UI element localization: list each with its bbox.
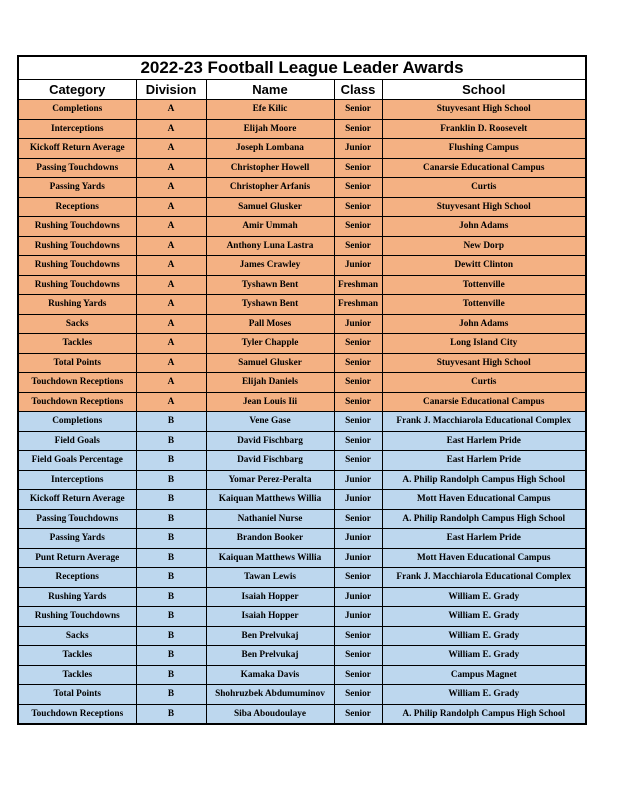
- category-cell: Total Points: [19, 685, 136, 705]
- class-cell: Junior: [334, 529, 382, 549]
- table-row: [19, 548, 585, 568]
- class-cell: Junior: [334, 139, 382, 159]
- school-cell: John Adams: [382, 217, 585, 237]
- category-cell: Rushing Touchdowns: [19, 256, 136, 276]
- category-cell: Touchdown Receptions: [19, 392, 136, 412]
- category-cell: Touchdown Receptions: [19, 704, 136, 723]
- school-cell: A. Philip Randolph Campus High School: [382, 509, 585, 529]
- school-cell: William E. Grady: [382, 685, 585, 705]
- table-row: [19, 607, 585, 627]
- class-cell: Junior: [334, 470, 382, 490]
- name-cell: Samuel Glusker: [206, 353, 334, 373]
- division-cell: B: [136, 548, 206, 568]
- name-cell: David Fischbarg: [206, 431, 334, 451]
- name-cell: Pall Moses: [206, 314, 334, 334]
- name-cell: James Crawley: [206, 256, 334, 276]
- name-cell: Tawan Lewis: [206, 568, 334, 588]
- class-cell: Junior: [334, 490, 382, 510]
- division-cell: A: [136, 100, 206, 120]
- table-row: [19, 509, 585, 529]
- school-cell: Flushing Campus: [382, 139, 585, 159]
- name-cell: Isaiah Hopper: [206, 607, 334, 627]
- table-row: [19, 685, 585, 705]
- school-cell: Mott Haven Educational Campus: [382, 490, 585, 510]
- category-cell: Passing Touchdowns: [19, 509, 136, 529]
- table-row: [19, 139, 585, 159]
- category-cell: Rushing Yards: [19, 295, 136, 315]
- school-cell: East Harlem Pride: [382, 431, 585, 451]
- name-cell: Yomar Perez-Peralta: [206, 470, 334, 490]
- name-cell: Anthony Luna Lastra: [206, 236, 334, 256]
- school-cell: Frank J. Macchiarola Educational Complex: [382, 568, 585, 588]
- table-row: [19, 412, 585, 432]
- class-cell: Junior: [334, 548, 382, 568]
- awards-table: [19, 80, 585, 723]
- class-cell: Senior: [334, 568, 382, 588]
- school-cell: Stuyvesant High School: [382, 197, 585, 217]
- division-cell: A: [136, 158, 206, 178]
- division-cell: B: [136, 607, 206, 627]
- header-school: School: [382, 80, 585, 100]
- school-cell: Franklin D. Roosevelt: [382, 119, 585, 139]
- class-cell: Senior: [334, 334, 382, 354]
- class-cell: Senior: [334, 236, 382, 256]
- school-cell: East Harlem Pride: [382, 451, 585, 471]
- division-cell: B: [136, 568, 206, 588]
- class-cell: Junior: [334, 314, 382, 334]
- category-cell: Completions: [19, 412, 136, 432]
- division-cell: B: [136, 529, 206, 549]
- division-cell: A: [136, 256, 206, 276]
- school-cell: Stuyvesant High School: [382, 100, 585, 120]
- class-cell: Senior: [334, 178, 382, 198]
- division-cell: A: [136, 392, 206, 412]
- name-cell: Amir Ummah: [206, 217, 334, 237]
- school-cell: Campus Magnet: [382, 665, 585, 685]
- school-cell: William E. Grady: [382, 587, 585, 607]
- category-cell: Field Goals: [19, 431, 136, 451]
- division-cell: A: [136, 275, 206, 295]
- table-row: [19, 665, 585, 685]
- name-cell: Elijah Daniels: [206, 373, 334, 393]
- table-row: [19, 236, 585, 256]
- class-cell: Senior: [334, 626, 382, 646]
- class-cell: Junior: [334, 587, 382, 607]
- name-cell: Christopher Arfanis: [206, 178, 334, 198]
- category-cell: Passing Yards: [19, 529, 136, 549]
- name-cell: Christopher Howell: [206, 158, 334, 178]
- table-row: [19, 158, 585, 178]
- division-cell: A: [136, 295, 206, 315]
- division-cell: B: [136, 412, 206, 432]
- class-cell: Senior: [334, 509, 382, 529]
- school-cell: New Dorp: [382, 236, 585, 256]
- table-row: [19, 470, 585, 490]
- division-cell: A: [136, 236, 206, 256]
- table-row: [19, 490, 585, 510]
- class-cell: Senior: [334, 217, 382, 237]
- class-cell: Senior: [334, 197, 382, 217]
- name-cell: Elijah Moore: [206, 119, 334, 139]
- name-cell: Siba Aboudoulaye: [206, 704, 334, 723]
- division-cell: A: [136, 334, 206, 354]
- category-cell: Sacks: [19, 626, 136, 646]
- school-cell: A. Philip Randolph Campus High School: [382, 704, 585, 723]
- school-cell: William E. Grady: [382, 646, 585, 666]
- header-name: Name: [206, 80, 334, 100]
- division-cell: A: [136, 373, 206, 393]
- division-cell: B: [136, 587, 206, 607]
- awards-sheet: [17, 55, 587, 725]
- name-cell: Kamaka Davis: [206, 665, 334, 685]
- class-cell: Senior: [334, 412, 382, 432]
- name-cell: Vene Gase: [206, 412, 334, 432]
- division-cell: B: [136, 646, 206, 666]
- category-cell: Interceptions: [19, 119, 136, 139]
- table-row: [19, 646, 585, 666]
- table-row: [19, 295, 585, 315]
- class-cell: Senior: [334, 353, 382, 373]
- category-cell: Rushing Yards: [19, 587, 136, 607]
- category-cell: Sacks: [19, 314, 136, 334]
- table-body: [19, 100, 585, 724]
- school-cell: John Adams: [382, 314, 585, 334]
- division-cell: B: [136, 490, 206, 510]
- name-cell: Nathaniel Nurse: [206, 509, 334, 529]
- class-cell: Senior: [334, 158, 382, 178]
- name-cell: Jean Louis Iii: [206, 392, 334, 412]
- school-cell: Stuyvesant High School: [382, 353, 585, 373]
- category-cell: Receptions: [19, 568, 136, 588]
- class-cell: Senior: [334, 704, 382, 723]
- class-cell: Freshman: [334, 275, 382, 295]
- class-cell: Senior: [334, 665, 382, 685]
- category-cell: Passing Touchdowns: [19, 158, 136, 178]
- class-cell: Junior: [334, 607, 382, 627]
- school-cell: Curtis: [382, 373, 585, 393]
- category-cell: Kickoff Return Average: [19, 139, 136, 159]
- school-cell: Canarsie Educational Campus: [382, 158, 585, 178]
- class-cell: Freshman: [334, 295, 382, 315]
- name-cell: Kaiquan Matthews Willia: [206, 548, 334, 568]
- category-cell: Tackles: [19, 646, 136, 666]
- school-cell: William E. Grady: [382, 626, 585, 646]
- category-cell: Total Points: [19, 353, 136, 373]
- category-cell: Receptions: [19, 197, 136, 217]
- division-cell: B: [136, 451, 206, 471]
- category-cell: Rushing Touchdowns: [19, 607, 136, 627]
- table-row: [19, 178, 585, 198]
- class-cell: Senior: [334, 373, 382, 393]
- table-row: [19, 587, 585, 607]
- name-cell: Efe Kilic: [206, 100, 334, 120]
- table-row: [19, 217, 585, 237]
- division-cell: A: [136, 178, 206, 198]
- school-cell: Tottenville: [382, 295, 585, 315]
- division-cell: B: [136, 431, 206, 451]
- name-cell: Tyshawn Bent: [206, 295, 334, 315]
- school-cell: Long Island City: [382, 334, 585, 354]
- category-cell: Interceptions: [19, 470, 136, 490]
- category-cell: Passing Yards: [19, 178, 136, 198]
- name-cell: Ben Prelvukaj: [206, 646, 334, 666]
- header-division: Division: [136, 80, 206, 100]
- table-row: [19, 353, 585, 373]
- table-row: [19, 704, 585, 723]
- header-row: [19, 80, 585, 100]
- category-cell: Rushing Touchdowns: [19, 217, 136, 237]
- name-cell: Tyler Chapple: [206, 334, 334, 354]
- category-cell: Rushing Touchdowns: [19, 236, 136, 256]
- class-cell: Senior: [334, 646, 382, 666]
- division-cell: A: [136, 119, 206, 139]
- name-cell: Isaiah Hopper: [206, 587, 334, 607]
- table-row: [19, 568, 585, 588]
- school-cell: Tottenville: [382, 275, 585, 295]
- table-row: [19, 256, 585, 276]
- table-row: [19, 373, 585, 393]
- division-cell: B: [136, 509, 206, 529]
- name-cell: Ben Prelvukaj: [206, 626, 334, 646]
- class-cell: Senior: [334, 431, 382, 451]
- division-cell: B: [136, 704, 206, 723]
- division-cell: A: [136, 197, 206, 217]
- name-cell: Shohruzbek Abdumuminov: [206, 685, 334, 705]
- name-cell: Samuel Glusker: [206, 197, 334, 217]
- name-cell: Kaiquan Matthews Willia: [206, 490, 334, 510]
- table-row: [19, 451, 585, 471]
- school-cell: East Harlem Pride: [382, 529, 585, 549]
- category-cell: Touchdown Receptions: [19, 373, 136, 393]
- school-cell: William E. Grady: [382, 607, 585, 627]
- division-cell: A: [136, 217, 206, 237]
- class-cell: Senior: [334, 685, 382, 705]
- category-cell: Punt Return Average: [19, 548, 136, 568]
- class-cell: Junior: [334, 256, 382, 276]
- class-cell: Senior: [334, 100, 382, 120]
- sheet-title: 2022-23 Football League Leader Awards: [19, 57, 585, 80]
- table-row: [19, 392, 585, 412]
- table-row: [19, 431, 585, 451]
- class-cell: Senior: [334, 392, 382, 412]
- header-category: Category: [19, 80, 136, 100]
- table-row: [19, 314, 585, 334]
- header-class: Class: [334, 80, 382, 100]
- division-cell: A: [136, 314, 206, 334]
- table-row: [19, 529, 585, 549]
- table-row: [19, 334, 585, 354]
- school-cell: Dewitt Clinton: [382, 256, 585, 276]
- class-cell: Senior: [334, 119, 382, 139]
- school-cell: Curtis: [382, 178, 585, 198]
- category-cell: Kickoff Return Average: [19, 490, 136, 510]
- school-cell: Canarsie Educational Campus: [382, 392, 585, 412]
- category-cell: Tackles: [19, 665, 136, 685]
- class-cell: Senior: [334, 451, 382, 471]
- category-cell: Rushing Touchdowns: [19, 275, 136, 295]
- division-cell: A: [136, 139, 206, 159]
- table-row: [19, 275, 585, 295]
- name-cell: Brandon Booker: [206, 529, 334, 549]
- school-cell: A. Philip Randolph Campus High School: [382, 470, 585, 490]
- division-cell: B: [136, 665, 206, 685]
- school-cell: Mott Haven Educational Campus: [382, 548, 585, 568]
- name-cell: Joseph Lombana: [206, 139, 334, 159]
- division-cell: B: [136, 685, 206, 705]
- table-row: [19, 197, 585, 217]
- name-cell: David Fischbarg: [206, 451, 334, 471]
- school-cell: Frank J. Macchiarola Educational Complex: [382, 412, 585, 432]
- division-cell: B: [136, 470, 206, 490]
- table-row: [19, 626, 585, 646]
- name-cell: Tyshawn Bent: [206, 275, 334, 295]
- table-row: [19, 119, 585, 139]
- division-cell: A: [136, 353, 206, 373]
- division-cell: B: [136, 626, 206, 646]
- table-row: [19, 100, 585, 120]
- category-cell: Tackles: [19, 334, 136, 354]
- category-cell: Completions: [19, 100, 136, 120]
- category-cell: Field Goals Percentage: [19, 451, 136, 471]
